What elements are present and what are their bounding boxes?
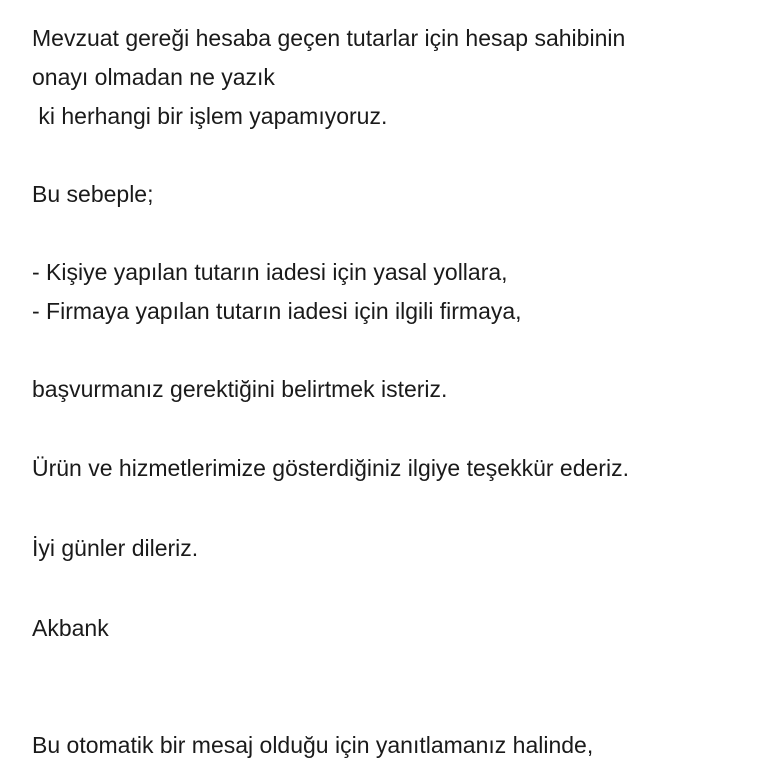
message-greeting: İyi günler dileriz. <box>32 535 199 561</box>
message-paragraph-line: onayı olmadan ne yazık <box>32 64 275 90</box>
message-paragraph-line: Mevzuat gereği hesaba geçen tutarlar için hesap sahibinin <box>32 25 626 51</box>
message-signature: Akbank <box>32 615 109 641</box>
list-item: - Firmaya yapılan tutarın iadesi için ilgili firmaya, <box>32 298 522 324</box>
message-closing: başvurmanız gerektiğini belirtmek isteriz. <box>32 376 448 402</box>
auto-message-note: Bu otomatik bir mesaj olduğu için yanıtlamanız halinde, <box>32 732 594 758</box>
message-thanks: Ürün ve hizmetlerimize gösterdiğiniz ilgiye teşekkür ederiz. <box>32 455 629 481</box>
list-item: - Kişiye yapılan tutarın iadesi için yasal yollara, <box>32 259 508 285</box>
message-intro: Bu sebeple; <box>32 181 154 207</box>
message-paragraph-line: ki herhangi bir işlem yapamıyoruz. <box>32 103 388 129</box>
